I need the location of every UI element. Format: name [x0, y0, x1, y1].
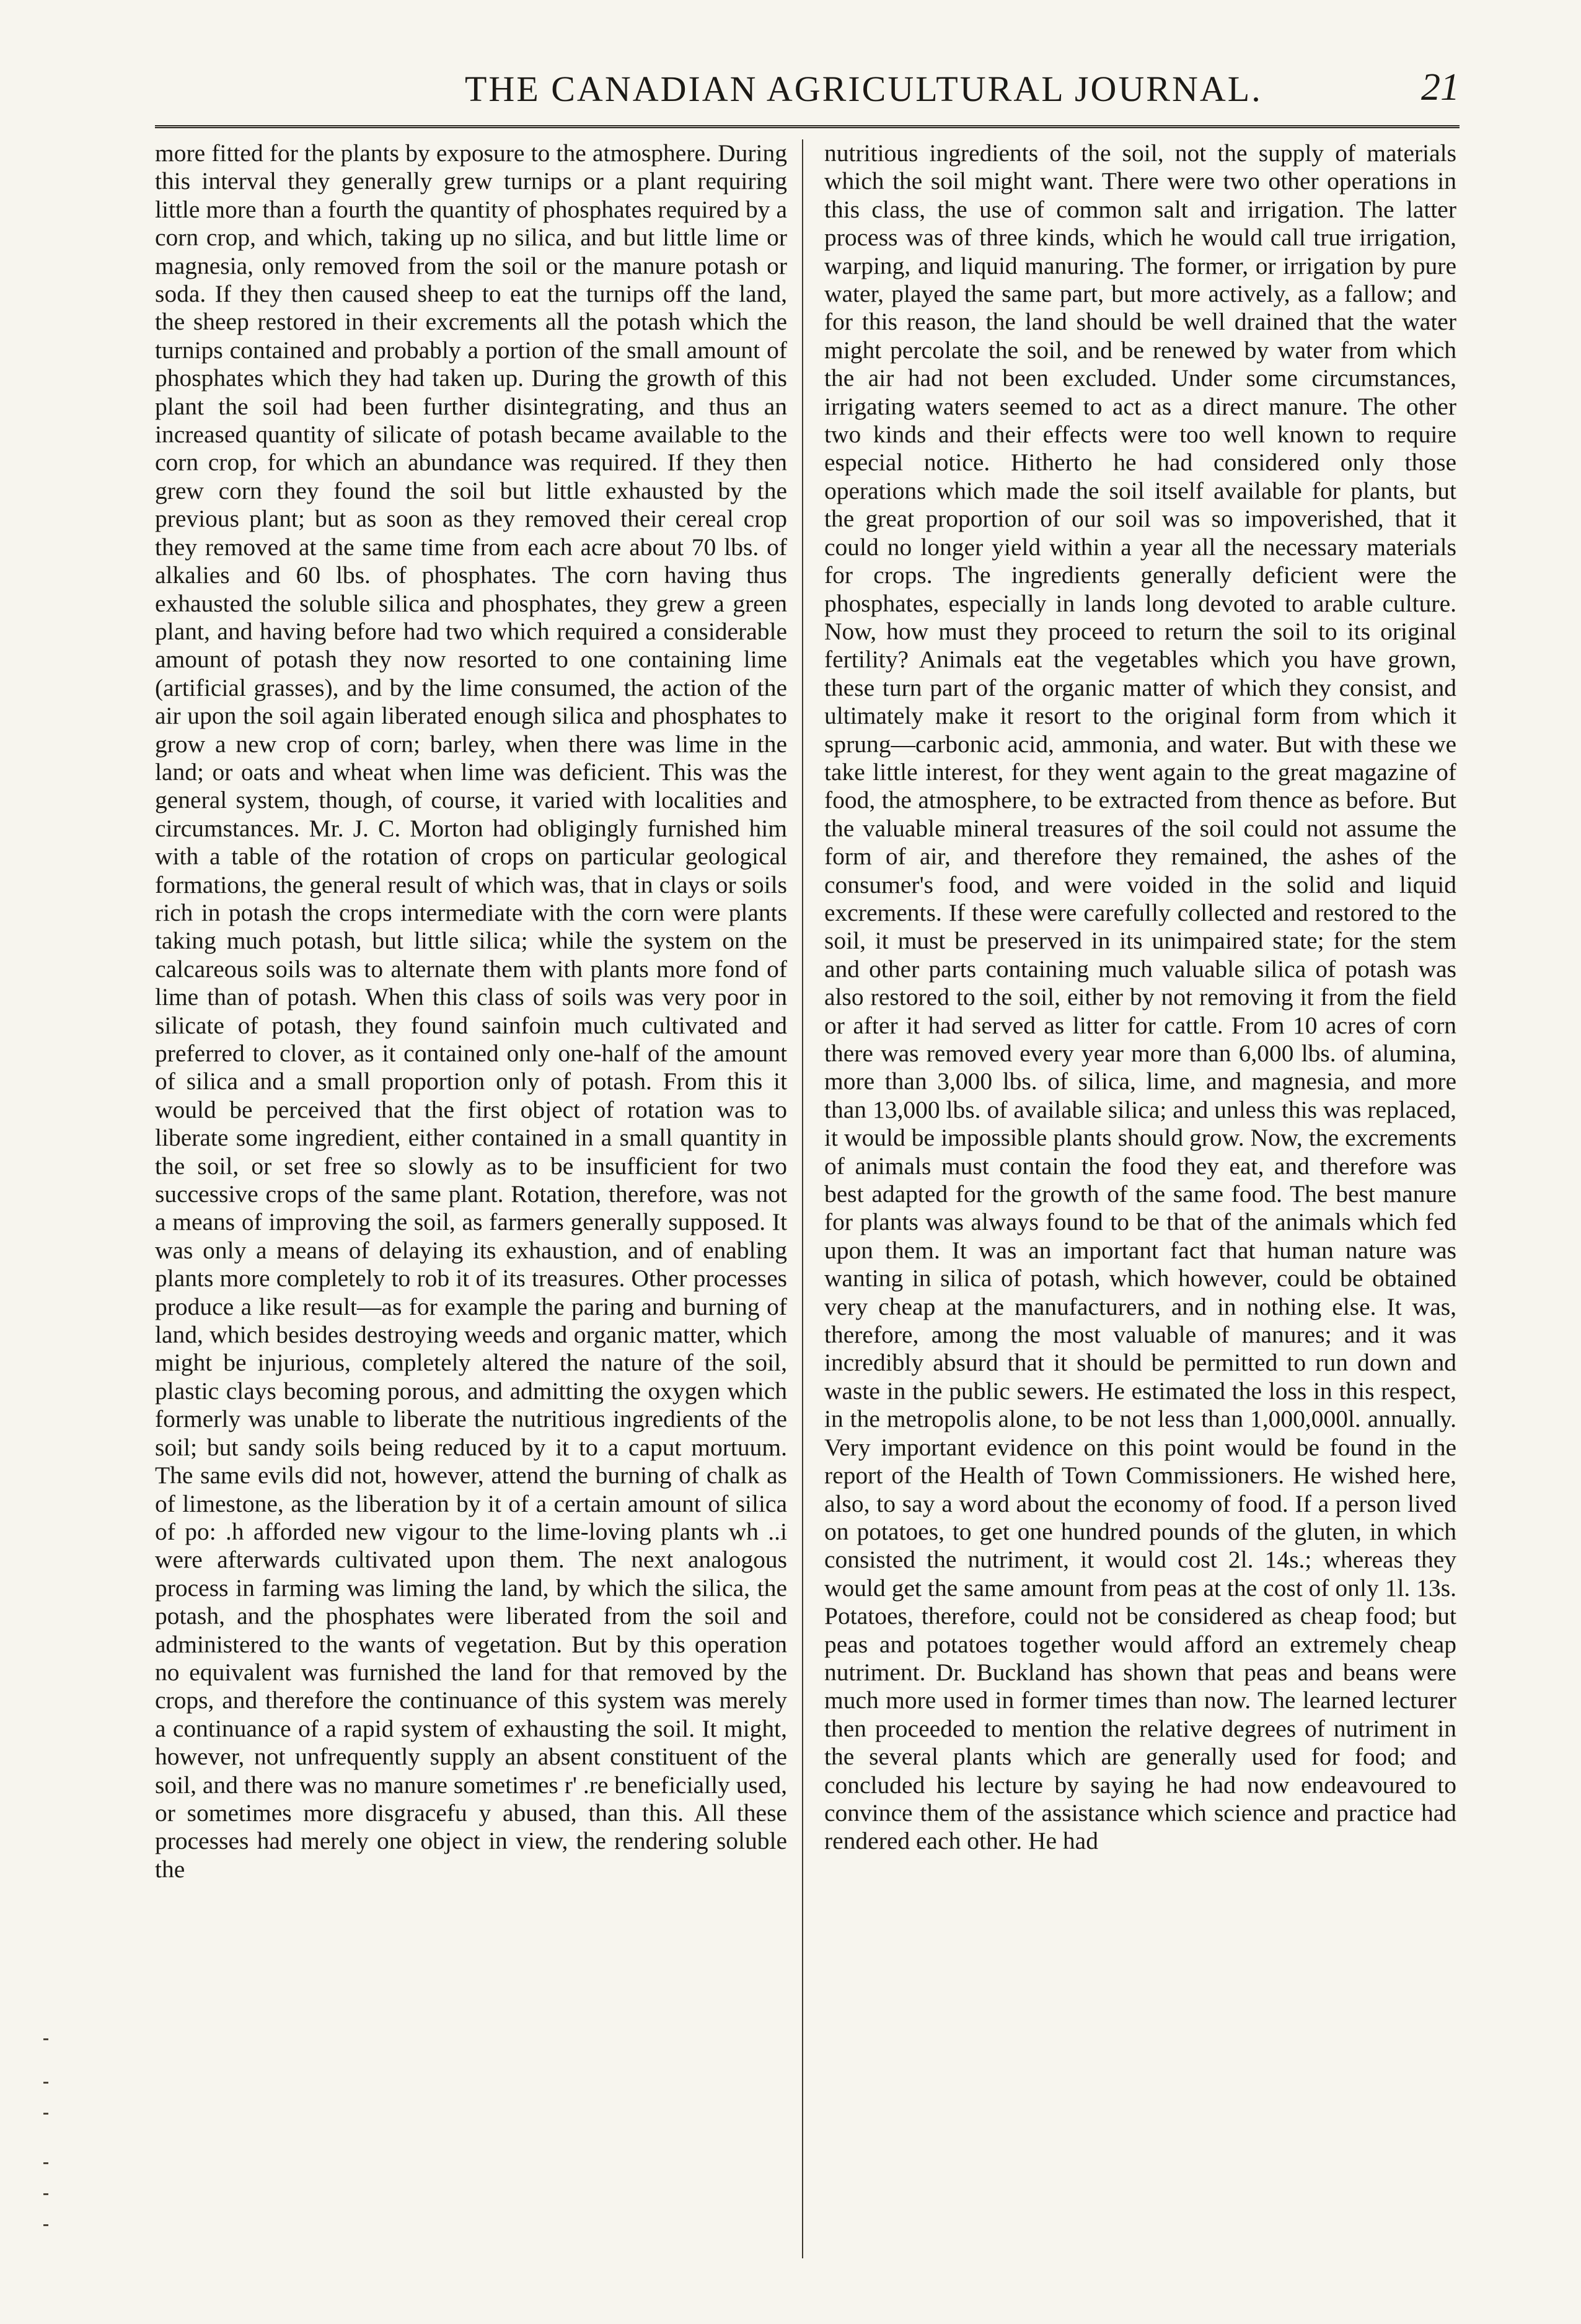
page-header	[155, 68, 1460, 124]
journal-title: THE CANADIAN AGRICULTURAL JOURNAL.	[465, 69, 1262, 109]
margin-specks	[43, 2038, 56, 2237]
right-column-text: nutritious ingredients of the soil, not the supply of materials which the soil might want. There were two other operations in this class, the use of common salt and irrigation. The latter process was of three kinds, which he would call true irrigation, warping, and liquid manuring. The former, or irrigation by pure water, played the same part, but more actively, as a fallow; and for this reason, the land should be well drained that the water might percolate the soil, and be renewed by water from which the air had not been excluded. Under some circumstances, irrigating waters seemed to act as a direct manure. The other two kinds and their effects were too well known to require especial notice. Hitherto he had considered only those operations which made the soil itself available for plants, but the great proportion of our soil was so impoverished, that it could no longer yield within a year all the necessary materials for crops. The ingredients generally deficient were the phosphates, especially in lands long devoted to arable culture. Now, how must they proceed to return the soil to its original fertility? Animals eat the vegetables which you have grown, these turn part of the organic matter of which they consist, and ultimately make it resort to the original form from which it sprung—carbonic acid, ammonia, and water. But with these we take little interest, for they went again to the great magazine of food, the atmosphere, to be extracted from thence as before. But the valuable mineral treasures of the soil could not assume the form of air, and therefore they remained, the ashes of the consumer's food, and were voided in the solid and liquid excrements. If these were carefully collected and restored to the soil, it must be preserved in its unimpaired state; for the stem and other parts containing much valuable silica of potash was also restored to the soil, either by not removing it from the field or after it had served as litter for cattle. From 10 acres of corn there was removed every year more than 6,000 lbs. of alumina, more than 3,000 lbs. of silica, lime, and magnesia, and more than 13,000 lbs. of available silica; and unless this was replaced, it would be impossible plants should grow. Now, the excrements of animals must contain the food they eat, and therefore was best adapted for the growth of the same food. The best manure for plants was always found to be that of the animals which fed upon them. It was an important fact that human nature was wanting in silica of potash, which however, could be obtained very cheap at the manufacturers, and in nothing else. It was, therefore, among the most valuable of manures; and it was incredibly absurd that it should be permitted to run down and waste in the public sewers. He estimated the loss in this respect, in the metropolis alone, to be not less than 1,000,000l. annually. Very important evidence on this point would be found in the report of the Health of Town Commissioners. He wished here, also, to say a word about the economy of food. If a person lived on potatoes, to get one hundred pounds of the gluten, in which consisted the nutriment, it would cost 2l. 14s.; whereas they would get the same amount from peas at the cost of only 1l. 13s. Potatoes, therefore, could not be considered as cheap food; but peas and potatoes together would afford an extremely cheap nutriment. Dr. Buckland has shown that peas and beans were much more used in former times than now. The learned lecturer then proceeded to mention the relative degrees of nutriment in the several plants which are generally used for food; and concluded his lecture by saying he had now endeavoured to convince them of the assistance which science and practice had rendered each other. He had	[824, 139, 1456, 1855]
left-column	[155, 139, 787, 2258]
left-column-text: more fitted for the plants by exposure to the atmosphere. During this interval they generally grew turnips or a plant requiring little more than a fourth the quantity of phosphates required by a corn crop, and which, taking up no silica, and but little lime or magnesia, only removed from the soil or the manure potash or soda. If they then caused sheep to eat the turnips off the land, the sheep restored in their excrements all the potash which the turnips contained and probably a portion of the small amount of phosphates which they had taken up. During the growth of this plant the soil had been further disintegrating, and thus an increased quantity of silicate of potash became available to the corn crop, for which an abundance was required. If they then grew corn they found the soil but little exhausted by the previous plant; but as soon as they removed their cereal crop they removed at the same time from each acre about 70 lbs. of alkalies and 60 lbs. of phosphates. The corn having thus exhausted the soluble silica and phosphates, they grew a green plant, and having before had two which required a considerable amount of potash they now resorted to one containing lime (artificial grasses), and by the lime consumed, the action of the air upon the soil again liberated enough silica and phosphates to grow a new crop of corn; barley, when there was lime in the land; or oats and wheat when lime was deficient. This was the general system, though, of course, it varied with localities and circumstances. Mr. J. C. Morton had obligingly furnished him with a table of the rotation of crops on particular geological formations, the general result of which was, that in clays or soils rich in potash the crops intermediate with the corn were plants taking much potash, but little silica; while the system on the calcareous soils was to alternate them with plants more fond of lime than of potash. When this class of soils was very poor in silicate of potash, they found sainfoin much cultivated and preferred to clover, as it contained only one-half of the amount of silica and a small proportion only of potash. From this it would be perceived that the first object of rotation was to liberate some ingredient, either contained in a small quantity in the soil, or set free so slowly as to be insufficient for two successive crops of the same plant. Rotation, therefore, was not a means of improving the soil, as farmers generally supposed. It was only a means of delaying its exhaustion, and of enabling plants more completely to rob it of its treasures. Other processes produce a like result—as for example the paring and burning of land, which besides destroying weeds and organic matter, which might be injurious, completely altered the nature of the soil, plastic clays becoming porous, and admitting the oxygen which formerly was unable to liberate the nutritious ingredients of the soil; but sandy soils being reduced by it to a caput mortuum. The same evils did not, however, attend the burning of chalk as of limestone, as the liberation by it of a certain amount of silica of po: .h afforded new vigour to the lime-loving plants wh ..i were afterwards cultivated upon them. The next analogous process in farming was liming the land, by which the silica, the potash, and the phosphates were liberated from the soil and administered to the wants of vegetation. But by this operation no equivalent was furnished the land for that removed by the crops, and therefore the continuance of this system was merely a continuance of a rapid system of exhausting the soil. It might, however, not unfrequently supply an absent constituent of the soil, and there was no manure sometimes r' .re beneficially used, or sometimes more disgracefu y abused, than this. All these processes had merely one object in view, the rendering soluble the	[155, 139, 787, 1883]
header-rule	[155, 125, 1460, 128]
page-number: 21	[1421, 66, 1460, 108]
right-column	[824, 139, 1456, 2258]
column-divider	[802, 139, 803, 2258]
